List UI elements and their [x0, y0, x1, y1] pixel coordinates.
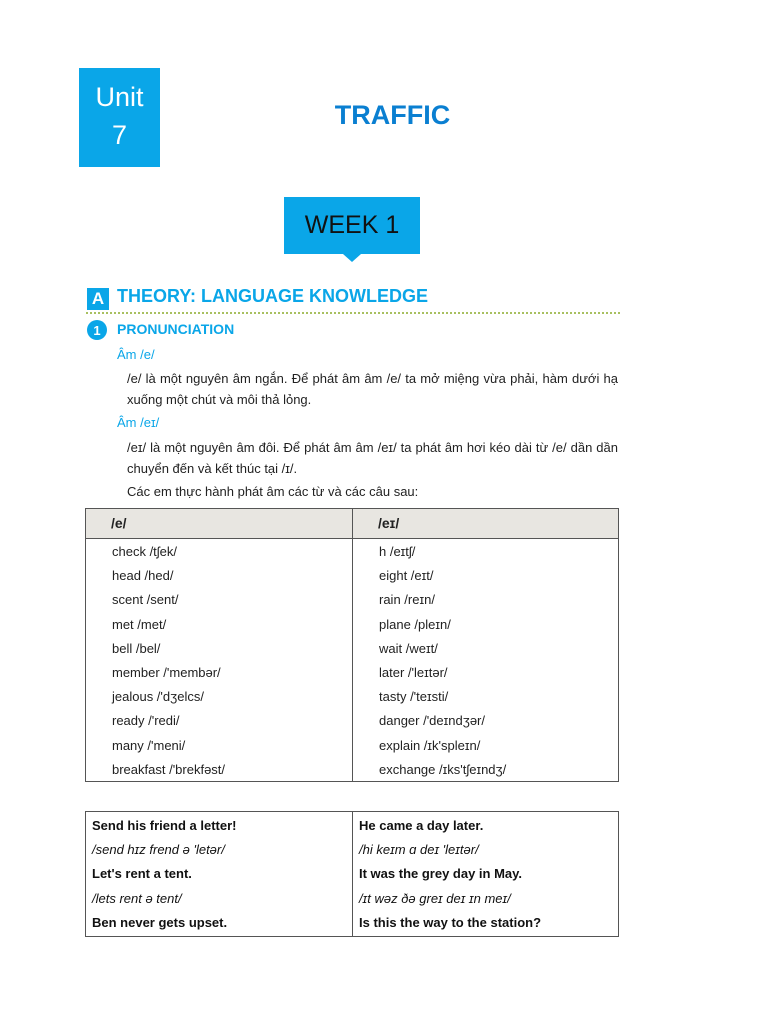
word-cell: bell /bel/	[112, 640, 161, 656]
sentence: Let's rent a tent.	[92, 866, 192, 882]
word-cell: rain /reɪn/	[379, 592, 435, 608]
section-divider	[86, 312, 620, 314]
sentence: Is this the way to the station?	[359, 914, 542, 930]
word-cell: jealous /'dʒelcs/	[112, 689, 204, 705]
word-cell: explain /ɪk'spleɪn/	[379, 737, 481, 753]
word-cell: member /'membər/	[112, 664, 221, 680]
word-cell: wait /weɪt/	[379, 640, 438, 656]
page-title: TRAFFIC	[334, 100, 451, 130]
word-cell: plane /pleɪn/	[379, 616, 451, 632]
transcription: /ɪt wəz ðə greɪ deɪ ɪn meɪ/	[359, 890, 511, 906]
word-cell: check /tʃek/	[112, 544, 178, 559]
week-label: WEEK 1	[304, 211, 400, 239]
words-table	[85, 508, 619, 782]
sentence: Ben never gets upset.	[92, 914, 228, 930]
unit-label: Unit	[95, 82, 144, 112]
section-a-badge: A	[87, 288, 109, 310]
sentence: It was the grey day in May.	[359, 866, 523, 882]
word-cell: many /'meni/	[112, 737, 186, 753]
word-cell: h /eɪtʃ/	[379, 544, 416, 559]
column-divider	[352, 509, 353, 781]
header-e: /e/	[111, 515, 127, 531]
transcription: /hi keɪm ɑ deɪ 'leɪtər/	[359, 842, 479, 858]
word-cell: eight /eɪt/	[379, 568, 434, 584]
word-cell: exchange /ɪks'tʃeɪndʒ/	[379, 761, 507, 777]
column-divider	[352, 812, 353, 936]
words-column-e	[112, 540, 225, 782]
sound-e-description: /e/ là một nguyên âm ngắn. Để phát âm âm /e/ ta mở miệng vừa phải, hàm dưới hạ xuống một chút và môi thả lỏng.	[127, 371, 618, 407]
sound-e-label: Âm /e/	[117, 347, 155, 362]
sentence: He came a day later.	[359, 818, 484, 833]
transcription: /send hɪz frend ə 'letər/	[92, 842, 225, 858]
header-ei: /eɪ/	[378, 515, 400, 531]
sound-ei-description: /eɪ/ là một nguyên âm đôi. Để phát âm âm /eɪ/ ta phát âm hơi kéo dài từ /e/ dần dần chuyển đến và kết thúc tại /ɪ/.	[127, 440, 618, 476]
word-cell: breakfast /'brekfəst/	[112, 761, 226, 777]
words-column-ei	[379, 540, 506, 782]
practice-instruction: Các em thực hành phát âm các từ và các câu sau:	[127, 484, 419, 499]
section-number-badge: 1	[87, 320, 107, 340]
sound-ei-label: Âm /eɪ/	[117, 415, 160, 430]
word-cell: head /hed/	[112, 568, 174, 584]
word-cell: met /met/	[112, 616, 167, 632]
unit-number: 7	[111, 120, 128, 150]
section-a-title: THEORY: LANGUAGE KNOWLEDGE	[117, 286, 428, 306]
word-cell: ready /'redi/	[112, 713, 180, 729]
word-cell: tasty /'teɪsti/	[379, 689, 449, 705]
week-banner-pointer	[343, 254, 361, 262]
word-cell: scent /sent/	[112, 592, 179, 608]
word-cell: later /'leɪtər/	[379, 664, 448, 680]
transcription: /lets rent ə tent/	[92, 890, 182, 906]
word-cell: danger /'deɪndʒər/	[379, 713, 485, 729]
sentences-table	[85, 811, 619, 937]
sentence: Send his friend a letter!	[92, 818, 237, 833]
pronunciation-heading: PRONUNCIATION	[117, 321, 235, 337]
sentences-column-right	[359, 814, 541, 935]
week-banner	[284, 197, 420, 254]
sentences-column-left	[92, 814, 236, 935]
